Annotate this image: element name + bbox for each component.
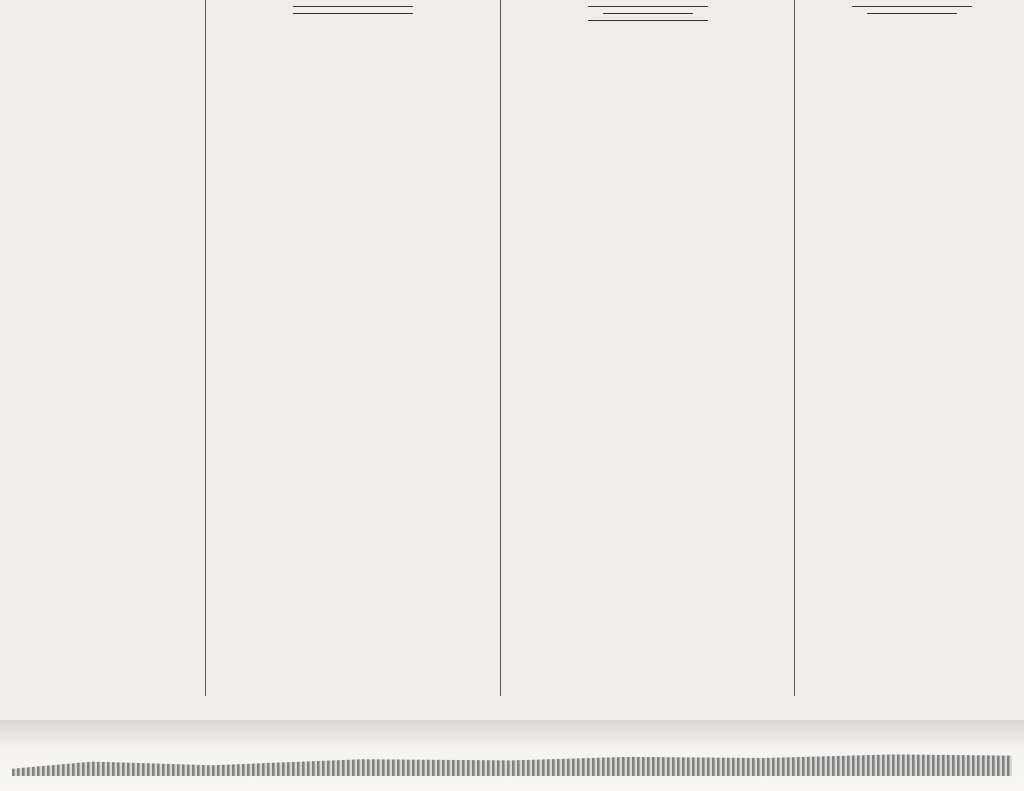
column-rule [794,0,795,696]
divider [588,20,708,21]
column-passenger-lists [10,0,202,700]
column-two [211,0,495,700]
column-rule [205,0,206,696]
column-four [800,0,1024,700]
divider [588,6,708,7]
column-rule [500,0,501,696]
divider [852,6,972,7]
divider [867,13,957,14]
divider [293,13,413,14]
divider [293,6,413,7]
divider [603,13,693,14]
column-three [507,0,789,700]
